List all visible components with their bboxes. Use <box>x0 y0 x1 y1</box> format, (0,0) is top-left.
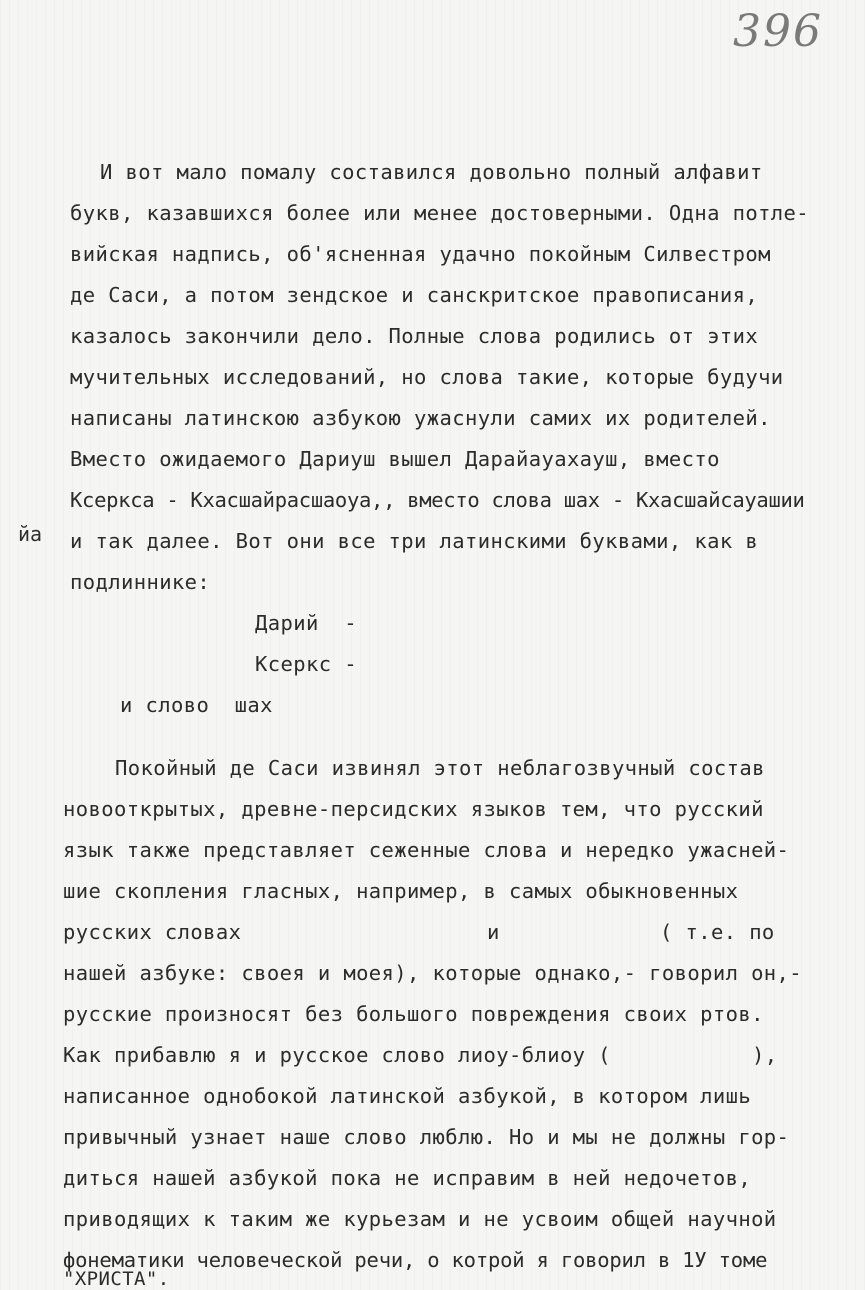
word-xerxes: Ксеркс - <box>255 652 357 676</box>
text-line-4: де Саси, а потом зендское и санскритское правописания, <box>70 283 759 307</box>
text-line-19b: и <box>487 920 500 944</box>
text-line-2: букв, казавшихся более или менее достоверными. Одна потле- <box>70 201 810 225</box>
word-shah: и слово шах <box>120 693 273 717</box>
text-line-15: Покойный де Саси извинял этот неблагозвучный состав <box>115 756 765 780</box>
margin-note: йа <box>18 522 43 546</box>
text-line-17: язык также представляет сеженные слова и нередко ужасней- <box>63 838 790 862</box>
text-line-28: "ХРИСТА". <box>63 1268 170 1290</box>
text-line-7: написаны латинскою азбукою ужаснули самих их родителей. <box>70 406 771 430</box>
text-line-8: Вместо ожидаемого Дариуш вышел Дарайауахауш, вместо <box>70 447 720 471</box>
text-line-22b: ), <box>752 1043 778 1067</box>
text-line-26: приводящих к таким же курьезам и не усвоим общей научной <box>63 1207 777 1231</box>
text-line-1: И вот мало помалу составился довольно полный алфавит <box>100 160 763 184</box>
text-line-5: казалось закончили дело. Полные слова родились от этих <box>70 324 759 348</box>
text-line-11: подлиннике: <box>70 570 211 594</box>
text-line-16: новооткрытых, древне-персидских языков тем, что русский <box>63 797 764 821</box>
word-darius: Дарий - <box>255 611 357 635</box>
text-line-25: диться нашей азбукой пока не исправим в ней недочетов, <box>63 1166 752 1190</box>
text-line-19c: ( т.е. по <box>660 920 775 944</box>
text-line-10: и так далее. Вот они все три латинскими буквами, как в <box>70 529 759 553</box>
text-line-19a: русских словах <box>63 920 242 944</box>
text-line-21: русские произносят без большого повреждения своих ртов. <box>63 1002 764 1026</box>
text-line-20: нашей азбуке: своея и моея), которые однако,- говорил он,- <box>63 961 803 985</box>
text-line-24: привычный узнает наше слово люблю. Но и мы не должны гор- <box>63 1125 790 1149</box>
text-line-9: Ксеркса - Кхасшайрасшаоуа,, вместо слова шах - Кхасшайсауашии <box>70 488 805 512</box>
text-line-6: мучительных исследований, но слова такие, которые будучи <box>70 365 784 389</box>
handwritten-page-number: 396 <box>733 6 823 57</box>
text-line-27: фонематики человеческой речи, о котрой я говорил в 1У томе <box>63 1248 768 1272</box>
text-line-3: вийская надпись, об'ясненная удачно покойным Силвестром <box>70 242 771 266</box>
text-line-23: написанное однобокой латинской азбукой, в котором лишь <box>63 1084 752 1108</box>
text-line-18: шие скопления гласных, например, в самых обыкновенных <box>63 879 739 903</box>
text-line-22a: Как прибавлю я и русское слово лиоу-блиоу ( <box>63 1043 611 1067</box>
